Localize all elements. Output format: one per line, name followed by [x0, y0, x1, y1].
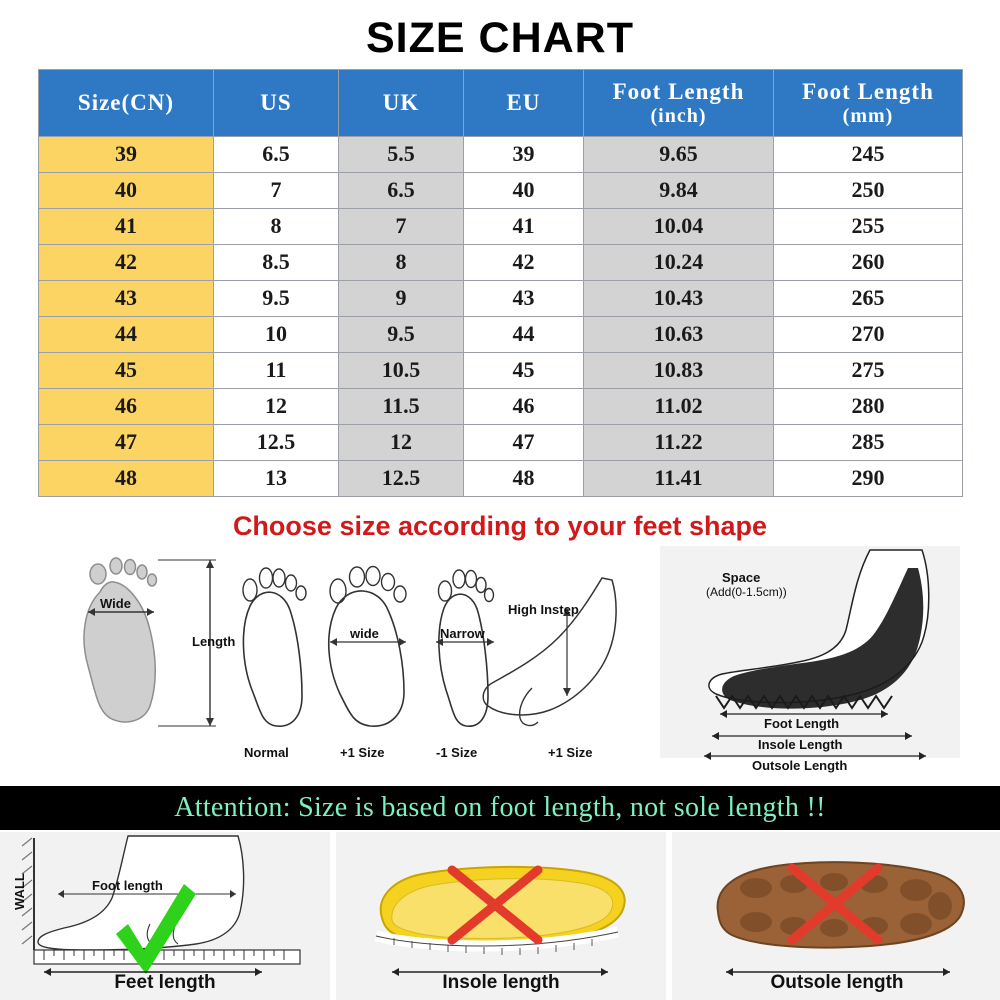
cell-uk: 10.5 [339, 353, 464, 389]
cell-eu: 43 [464, 281, 584, 317]
wall-label: WALL [12, 873, 27, 910]
cell-uk: 9 [339, 281, 464, 317]
cell-foot-inch: 10.83 [584, 353, 774, 389]
diagram-svg [40, 546, 960, 776]
cell-foot-inch: 9.84 [584, 173, 774, 209]
cell-size-cn: 41 [39, 209, 214, 245]
cell-uk: 9.5 [339, 317, 464, 353]
feet-length-svg [0, 832, 330, 982]
cell-size-cn: 39 [39, 137, 214, 173]
cell-foot-mm: 285 [774, 425, 963, 461]
feet-shape-diagrams [40, 546, 960, 776]
table-row [39, 353, 963, 389]
table-row [39, 317, 963, 353]
cell-foot-mm: 280 [774, 389, 963, 425]
feet-length-label: Feet length [114, 972, 216, 993]
cell-us: 8 [214, 209, 339, 245]
normal-foot-diagram [243, 568, 306, 760]
cell-foot-inch: 9.65 [584, 137, 774, 173]
cell-uk: 12.5 [339, 461, 464, 497]
cell-us: 7 [214, 173, 339, 209]
cell-us: 8.5 [214, 245, 339, 281]
size-chart-table [38, 69, 963, 497]
cell-foot-mm: 245 [774, 137, 963, 173]
cell-size-cn: 40 [39, 173, 214, 209]
narrow-foot-diagram [436, 570, 494, 760]
space-sub-label: (Add(0-1.5cm)) [706, 585, 787, 599]
cell-uk: 11.5 [339, 389, 464, 425]
cell-us: 12.5 [214, 425, 339, 461]
cell-size-cn: 46 [39, 389, 214, 425]
column-header-foot-length-mm: Foot Length (mm) [774, 70, 963, 137]
cell-eu: 45 [464, 353, 584, 389]
cell-eu: 44 [464, 317, 584, 353]
space-label: Space [722, 570, 761, 585]
foot-length-label: Foot Length [764, 716, 840, 731]
cell-eu: 41 [464, 209, 584, 245]
cell-size-cn: 42 [39, 245, 214, 281]
cell-foot-inch: 11.02 [584, 389, 774, 425]
table-header [39, 70, 963, 137]
cell-us: 11 [214, 353, 339, 389]
cell-foot-mm: 250 [774, 173, 963, 209]
column-header-foot-length-inch: Foot Length (inch) [584, 70, 774, 137]
cell-uk: 12 [339, 425, 464, 461]
table-row [39, 245, 963, 281]
cell-size-cn: 48 [39, 461, 214, 497]
cell-us: 13 [214, 461, 339, 497]
cell-foot-mm: 260 [774, 245, 963, 281]
cell-eu: 47 [464, 425, 584, 461]
cell-foot-mm: 270 [774, 317, 963, 353]
wide-label: Wide [100, 596, 131, 611]
feet-length-example [0, 832, 336, 1000]
column-header-size-cn: Size(CN) [39, 70, 214, 137]
cell-size-cn: 43 [39, 281, 214, 317]
cell-foot-inch: 10.04 [584, 209, 774, 245]
wide-foot-diagram [329, 567, 406, 761]
cell-us: 12 [214, 389, 339, 425]
insole-length-example [336, 832, 672, 1000]
cell-us: 6.5 [214, 137, 339, 173]
cell-foot-mm: 265 [774, 281, 963, 317]
high-instep-diagram [483, 578, 616, 760]
cell-foot-mm: 255 [774, 209, 963, 245]
high-instep-caption: +1 Size [548, 745, 593, 760]
length-label: Length [192, 634, 236, 649]
wide-inner-label: wide [350, 626, 379, 641]
cell-foot-mm: 290 [774, 461, 963, 497]
insole-length-label: Insole Length [758, 737, 843, 752]
foot-length-inner-label: Foot length [92, 878, 163, 893]
cell-foot-mm: 275 [774, 353, 963, 389]
high-instep-inner-label: High Instep [508, 602, 579, 617]
cell-size-cn: 47 [39, 425, 214, 461]
cell-eu: 46 [464, 389, 584, 425]
insole-length-label: Insole length [442, 972, 560, 993]
table-row [39, 389, 963, 425]
cell-foot-inch: 11.22 [584, 425, 774, 461]
column-header-us: US [214, 70, 339, 137]
cell-uk: 5.5 [339, 137, 464, 173]
cell-eu: 42 [464, 245, 584, 281]
outsole-length-label: Outsole Length [752, 758, 848, 773]
column-header-uk: UK [339, 70, 464, 137]
cell-foot-inch: 10.43 [584, 281, 774, 317]
table-row [39, 209, 963, 245]
cell-foot-inch: 10.24 [584, 245, 774, 281]
table-body [39, 137, 963, 497]
page-title: SIZE CHART [366, 14, 634, 62]
cell-size-cn: 44 [39, 317, 214, 353]
measurement-examples [0, 832, 1000, 1000]
narrow-inner-label: Narrow [440, 626, 485, 641]
shoe-length-diagram [660, 546, 960, 773]
attention-banner: Attention: Size is based on foot length, not sole length !! [0, 786, 1000, 830]
cell-us: 9.5 [214, 281, 339, 317]
cell-us: 10 [214, 317, 339, 353]
cell-foot-inch: 10.63 [584, 317, 774, 353]
measured-foot-diagram [84, 558, 235, 726]
cell-eu: 39 [464, 137, 584, 173]
cell-eu: 48 [464, 461, 584, 497]
table-header-row [39, 70, 963, 137]
table-row [39, 281, 963, 317]
wide-caption: +1 Size [340, 745, 385, 760]
feet-shape-subtitle: Choose size according to your feet shape [232, 511, 768, 541]
cell-uk: 6.5 [339, 173, 464, 209]
table-row [39, 461, 963, 497]
cell-size-cn: 45 [39, 353, 214, 389]
insole-length-svg [336, 832, 666, 982]
table-row [39, 425, 963, 461]
outsole-length-example [672, 832, 1000, 1000]
table-row [39, 137, 963, 173]
size-chart-table-wrap [38, 69, 962, 497]
cell-uk: 7 [339, 209, 464, 245]
outsole-length-label: Outsole length [770, 972, 904, 993]
column-header-eu: EU [464, 70, 584, 137]
cell-uk: 8 [339, 245, 464, 281]
normal-caption: Normal [244, 745, 289, 760]
cell-eu: 40 [464, 173, 584, 209]
table-row [39, 173, 963, 209]
narrow-caption: -1 Size [436, 745, 478, 760]
outsole-length-svg [672, 832, 1000, 982]
cell-foot-inch: 11.41 [584, 461, 774, 497]
